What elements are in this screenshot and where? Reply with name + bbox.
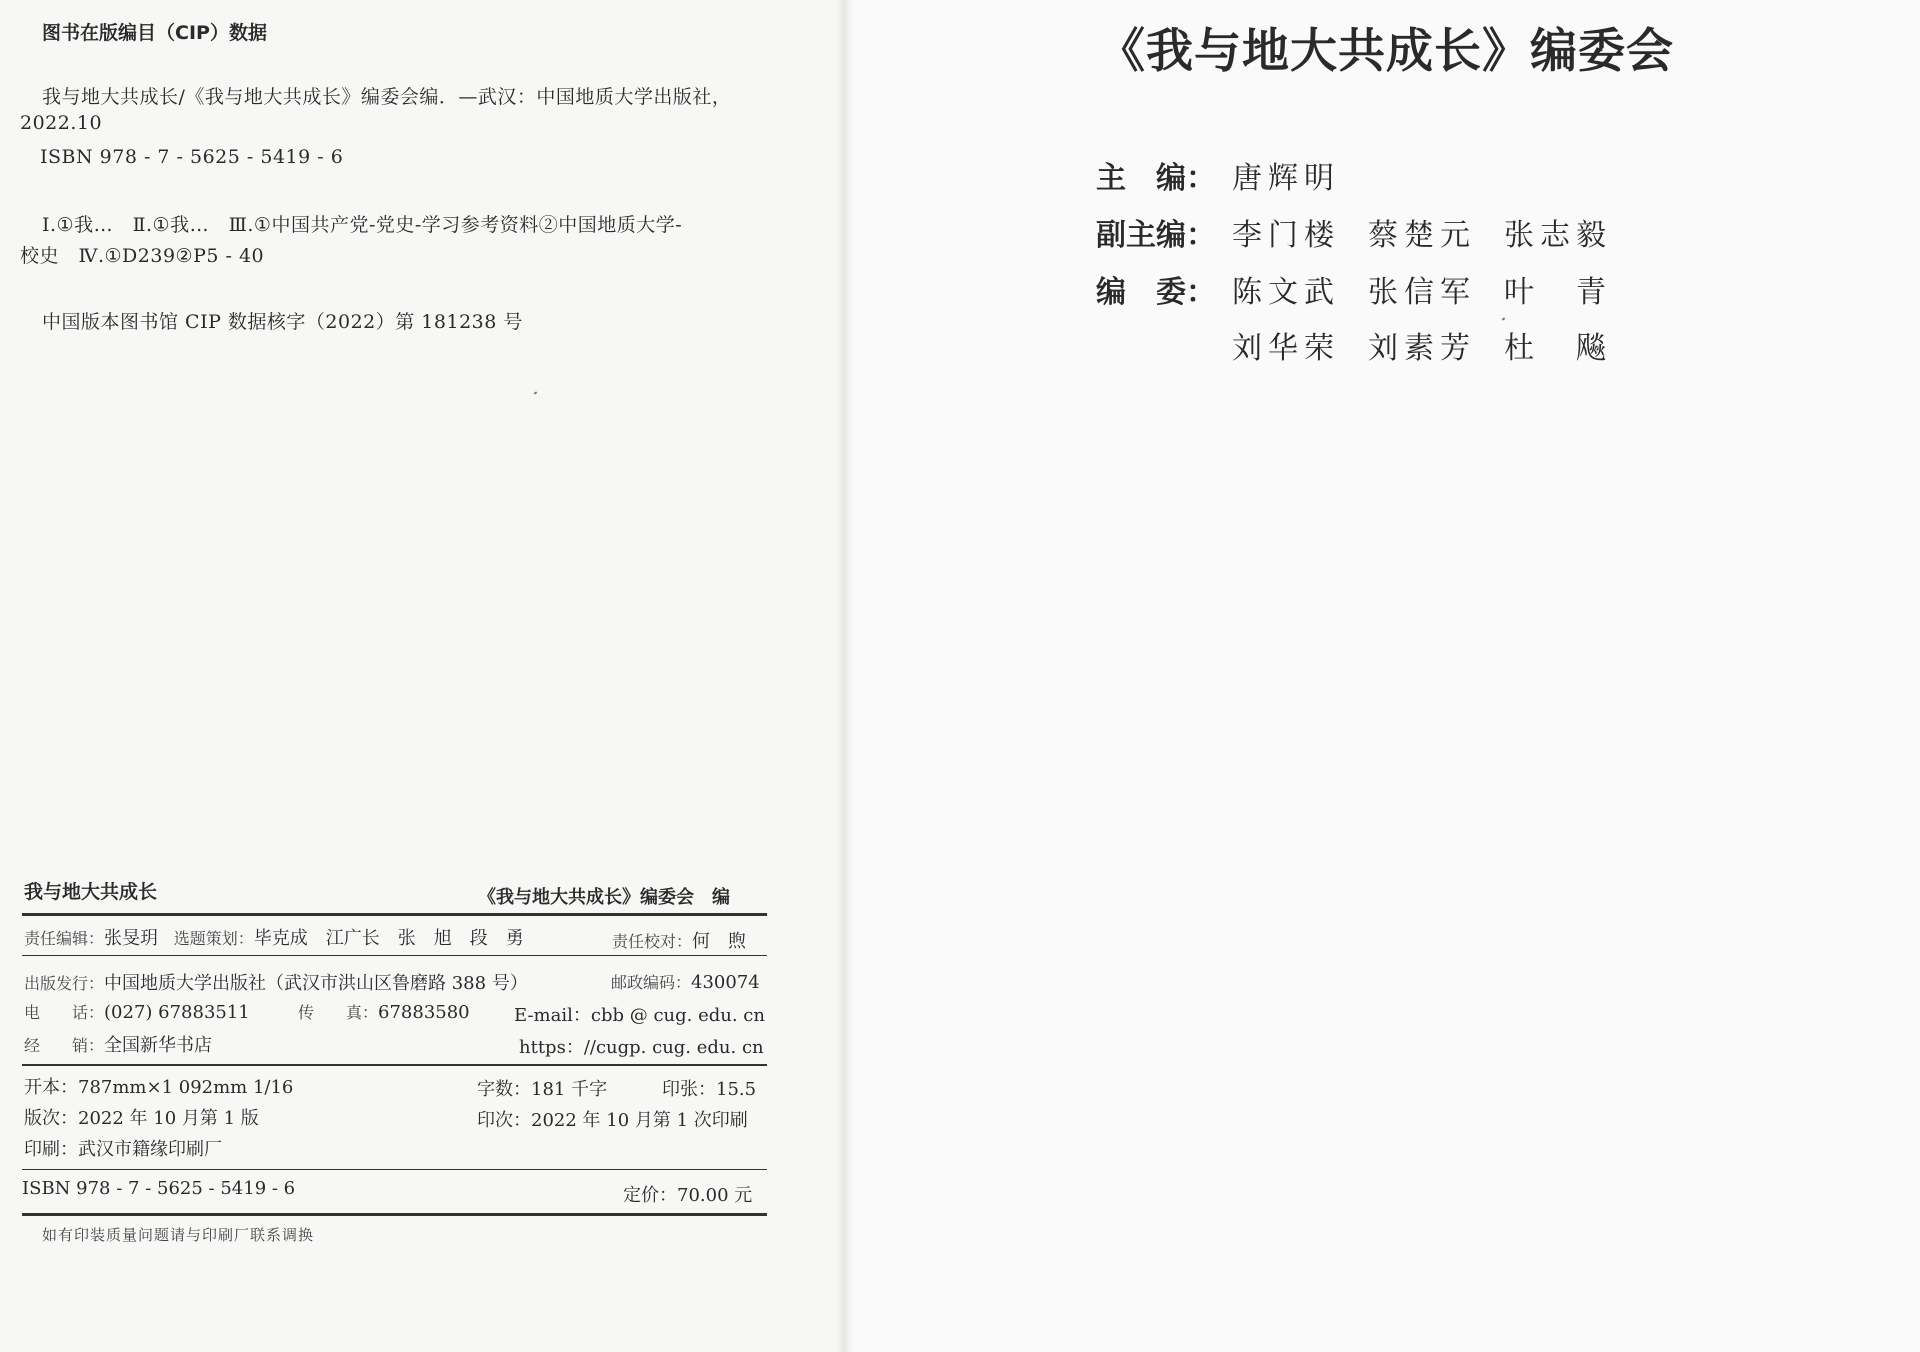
cip-line-1: 我与地大共成长/《我与地大共成长》编委会编．—武汉：中国地质大学出版社， [42, 86, 732, 108]
deputy-editor-label: 副主编： [1096, 218, 1216, 253]
deputy-editor-name: 张志毅 [1504, 218, 1612, 253]
imprint-printer: 印刷：武汉市籍缘印刷厂 [24, 1139, 222, 1160]
cip-line-2: 2022.10 [20, 112, 103, 134]
imprint-bottom-rule [22, 1213, 767, 1216]
phone-value: (027) 67883511 [104, 1002, 250, 1023]
cip-classification-2: 校史 Ⅳ.①D239②P5 - 40 [20, 245, 265, 267]
topic-planners: 毕克成 江广长 张 旭 段 勇 [253, 928, 524, 949]
imprint-isbn: ISBN 978 - 7 - 5625 - 5419 - 6 [22, 1178, 296, 1199]
imprint-word-count: 字数：181 千字 [477, 1079, 608, 1100]
board-member-name: 刘素芳 [1368, 331, 1476, 366]
imprint-top-rule [22, 913, 767, 916]
imprint-book-title: 我与地大共成长 [24, 881, 158, 903]
imprint-proof-row [612, 927, 746, 953]
responsible-editor: 张旻玥 [104, 928, 159, 949]
board-member-name: 刘华荣 [1232, 331, 1340, 366]
imprint-editor-row [24, 924, 524, 950]
imprint-price: 定价：70.00 元 [623, 1185, 753, 1206]
publisher-label: 出版发行： [24, 974, 105, 993]
deputy-editor-name: 李门楼 [1232, 218, 1340, 253]
cip-isbn: ISBN 978 - 7 - 5625 - 5419 - 6 [40, 146, 344, 168]
imprint-format: 开本：787mm×1 092mm 1/16 [24, 1077, 294, 1098]
imprint-rule [22, 955, 767, 956]
fax-value: 67883580 [378, 1002, 470, 1023]
editorial-board-title: 《我与地大共成长》编委会 [1098, 24, 1674, 79]
board-member-name: 叶 青 [1504, 275, 1612, 310]
right-page-editorial-board [844, 0, 1920, 1352]
imprint-compiler: 《我与地大共成长》编委会 编 [478, 887, 730, 908]
imprint-rule [22, 1064, 767, 1066]
deputy-editor-name: 蔡楚元 [1368, 218, 1476, 253]
imprint-rule [22, 1169, 767, 1170]
imprint-phone [24, 1000, 250, 1023]
imprint-sheets: 印张：15.5 [662, 1079, 757, 1100]
postcode-value: 430074 [691, 972, 760, 993]
imprint-edition: 版次：2022 年 10 月第 1 版 [24, 1108, 259, 1129]
chief-editor-label: 主 编： [1096, 161, 1216, 196]
postcode-label: 邮政编码： [611, 973, 692, 992]
editor-label: 责任编辑： [24, 929, 105, 948]
imprint-printing: 印次：2022 年 10 月第 1 次印刷 [477, 1110, 748, 1131]
book-gutter [836, 0, 854, 1352]
phone-label: 电 话： [24, 1003, 105, 1022]
imprint-distributor [24, 1031, 212, 1057]
quality-footnote: 如有印装质量问题请与印刷厂联系调换 [42, 1226, 315, 1244]
imprint-publisher-row [24, 969, 528, 995]
proofreader-label: 责任校对： [612, 932, 693, 951]
board-members-label: 编 委： [1096, 275, 1216, 310]
cip-heading: 图书在版编目（CIP）数据 [42, 22, 267, 44]
cip-record-number: 中国版本图书馆 CIP 数据核字（2022）第 181238 号 [42, 311, 523, 333]
board-member-name: 张信军 [1368, 275, 1476, 310]
imprint-website: https：//cugp. cug. edu. cn [519, 1037, 764, 1058]
board-member-name: 陈文武 [1232, 275, 1340, 310]
chief-editor-name: 唐辉明 [1232, 161, 1340, 196]
imprint-postcode [611, 970, 760, 993]
board-member-name: 杜 飚 [1504, 331, 1612, 366]
publisher: 中国地质大学出版社（武汉市洪山区鲁磨路 388 号） [104, 973, 528, 994]
distributor-value: 全国新华书店 [104, 1035, 213, 1056]
distributor-label: 经 销： [24, 1036, 105, 1055]
imprint-email: E-mail：cbb @ cug. edu. cn [514, 1005, 765, 1026]
planner-label: 选题策划： [173, 929, 254, 948]
proofreader: 何 煦 [692, 931, 747, 952]
fax-label: 传 真： [298, 1003, 379, 1022]
imprint-fax [298, 1000, 470, 1023]
cip-classification-1: Ⅰ.①我… Ⅱ.①我… Ⅲ.①中国共产党-党史-学习参考资料②中国地质大学- [42, 214, 683, 236]
